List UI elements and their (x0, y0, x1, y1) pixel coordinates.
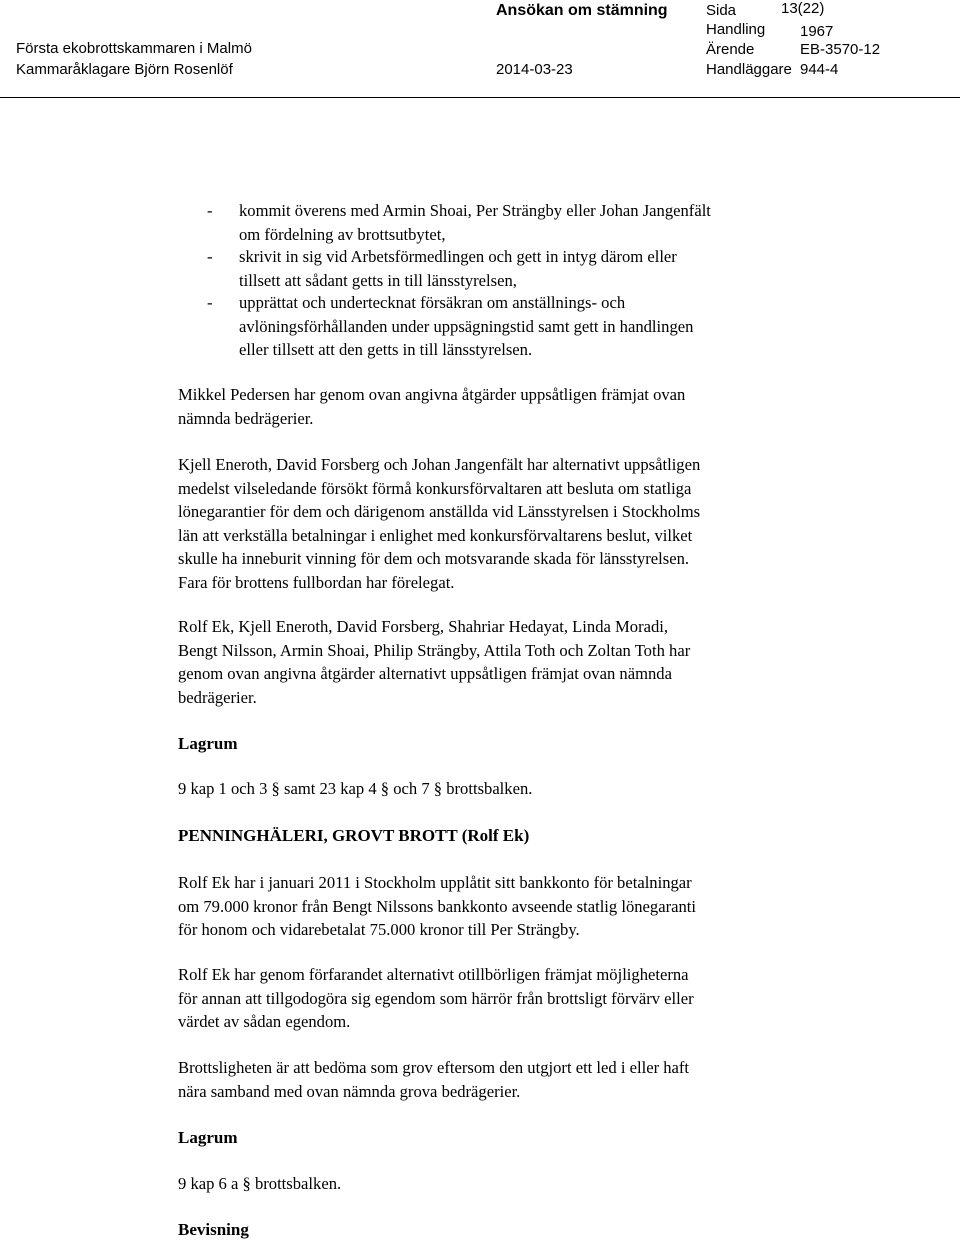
text-line: nära samband med ovan nämnda grova bedrägerier. (178, 1081, 521, 1101)
text-line: för annan att tillgodogöra sig egendom som härrör från brottsligt förvärv eller (178, 988, 694, 1008)
text-line: Bengt Nilsson, Armin Shoai, Philip Strängby, Attila Toth och Zoltan Toth har (178, 640, 691, 660)
bullet-dash: - (207, 293, 213, 312)
text-line: bedrägerier. (178, 687, 257, 707)
text-line: Mikkel Pedersen har genom ovan angivna åtgärder uppsåtligen främjat ovan (178, 385, 686, 404)
meta-value-officer: 944-4 (800, 61, 839, 78)
header-divider (0, 97, 960, 98)
paragraph (178, 871, 818, 942)
text-line: för honom och vidarebetalat 75.000 kronor till Per Strängby. (178, 920, 580, 939)
text-line: om 79.000 kronor från Bengt Nilssons bankkonto avseende statlig lönegaranti (178, 896, 696, 916)
text-line: skrivit in sig vid Arbetsförmedlingen och gett in intyg därom eller (239, 247, 677, 266)
text-line: Brottsligheten är att bedöma som grov eftersom den utgjort ett led i eller haft (178, 1058, 690, 1077)
bullet-text (239, 291, 809, 362)
author-name: Kammaråklagare Björn Rosenlöf (16, 61, 233, 78)
paragraph (178, 1172, 818, 1196)
meta-value-handling: 1967 (800, 23, 834, 40)
bullet-text (239, 245, 809, 292)
text-line: 9 kap 6 a § brottsbalken. (178, 1174, 342, 1193)
meta-value-page: 13(22) (781, 0, 825, 17)
paragraph (178, 615, 818, 709)
text-line: Rolf Ek har genom förfarandet alternativt otillbörligen främjat möjligheterna (178, 965, 689, 984)
paragraph (178, 777, 818, 801)
text-line: Rolf Ek har i januari 2011 i Stockholm upplåtit sitt bankkonto för betalningar (178, 873, 692, 892)
organization-name: Första ekobrottskammaren i Malmö (16, 40, 252, 57)
text-line: lönegarantier för dem och därigenom anställda vid Länsstyrelsen i Stockholms (178, 502, 701, 521)
text-line: avlöningsförhållanden under uppsägningstid samt gett in handlingen (239, 316, 694, 336)
text-line: Rolf Ek, Kjell Eneroth, David Forsberg, Shahriar Hedayat, Linda Moradi, (178, 617, 669, 636)
meta-label-case: Ärende (706, 41, 755, 58)
text-line: upprättat och undertecknat försäkran om anställnings- och (239, 293, 626, 312)
bullet-dash: - (207, 247, 213, 266)
text-line: skulle ha inneburit vinning för dem och motsvarande skada för länsstyrelsen. (178, 549, 690, 568)
document-date: 2014-03-23 (496, 61, 573, 78)
paragraph (178, 383, 818, 430)
paragraph (178, 963, 818, 1034)
text-line: Kjell Eneroth, David Forsberg och Johan Jangenfält har alternativt uppsåtligen (178, 455, 701, 474)
section-heading: Lagrum (178, 734, 238, 753)
document-title: Ansökan om stämning (496, 2, 668, 19)
text-line: värdet av sådan egendom. (178, 1012, 351, 1031)
text-line: 9 kap 1 och 3 § samt 23 kap 4 § och 7 § brottsbalken. (178, 779, 533, 798)
bullet-text (239, 199, 809, 246)
paragraph (178, 1056, 818, 1103)
text-line: om fördelning av brottsutbytet, (239, 224, 446, 244)
section-heading: PENNINGHÄLERI, GROVT BROTT (Rolf Ek) (178, 826, 530, 845)
text-line: Fara för brottens fullbordan har förelegat. (178, 572, 455, 592)
text-line: län att verkställa betalningar i enlighet med konkursförvaltarens beslut, vilket (178, 525, 693, 545)
meta-value-case: EB-3570-12 (800, 41, 881, 58)
section-heading: Bevisning (178, 1220, 249, 1239)
bullet-dash: - (207, 201, 213, 220)
text-line: eller tillsett att den getts in till länsstyrelsen. (239, 340, 533, 359)
text-line: genom ovan angivna åtgärder alternativt uppsåtligen främjat ovan nämnda (178, 664, 672, 683)
section-heading: Lagrum (178, 1128, 238, 1147)
meta-label-officer: Handläggare (706, 61, 792, 78)
meta-label-page: Sida (706, 2, 737, 19)
meta-label-handling: Handling (706, 21, 766, 38)
text-line: medelst vilseledande försökt förmå konkursförvaltaren att besluta om statliga (178, 478, 692, 498)
text-line: kommit överens med Armin Shoai, Per Strängby eller Johan Jangenfält (239, 201, 711, 220)
paragraph (178, 453, 818, 594)
text-line: nämnda bedrägerier. (178, 408, 314, 428)
text-line: tillsett att sådant getts in till länsstyrelsen, (239, 270, 517, 290)
